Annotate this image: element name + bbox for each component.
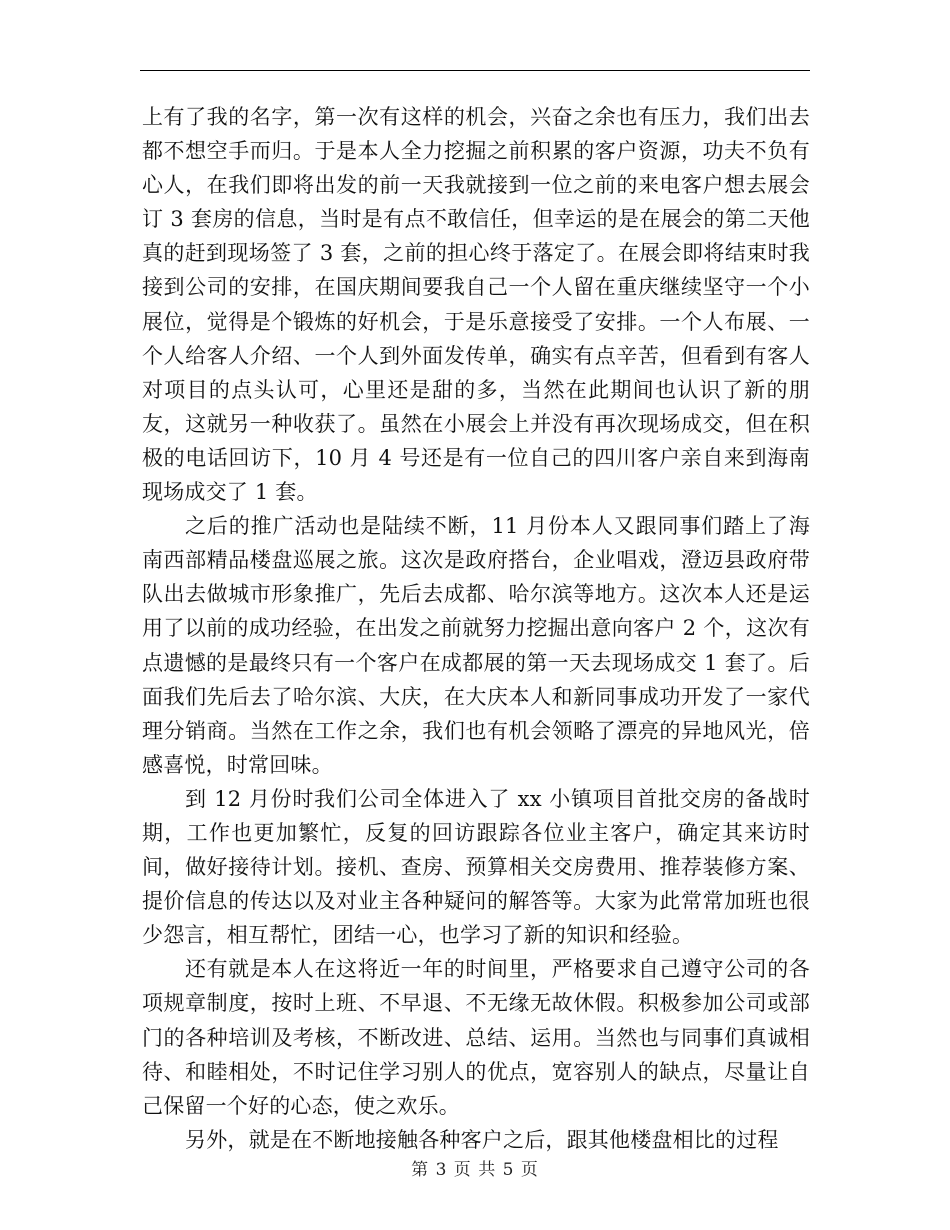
document-body — [142, 100, 810, 1157]
paragraph-5: 另外，就是在不断地接触各种客户之后，跟其他楼盘相比的过程 — [185, 1127, 779, 1152]
paragraph-2: 之后的推广活动也是陆续不断，11 月份本人又跟同事们踏上了海南西部精品楼盘巡展之旅。这次是政府搭台，企业唱戏，澄迈县政府带队出去做城市形象推广，先后去成都、哈尔滨等地方。这次本人还是运用了以前的成功经验，在出发之前就努力挖掘出意向客户 2 个，这次有点遗憾的是最终只有一个客户在成都展的第一天去现场成交 1 套了。后面我们先后去了哈尔滨、大庆，在大庆本人和新同事成功开发了一家代理分销商。当然在工作之余，我们也有机会领略了漂亮的异地风光，倍感喜悦，时常回味。 — [142, 514, 810, 777]
paragraph-1: 上有了我的名字，第一次有这样的机会，兴奋之余也有压力，我们出去都不想空手而归。于是本人全力挖掘之前积累的客户资源，功夫不负有心人，在我们即将出发的前一天我就接到一位之前的来电客户想去展会订 3 套房的信息，当时是有点不敢信任，但幸运的是在展会的第二天他真的赶到现场签了 3 套，之前的担心终于落定了。在展会即将结束时我接到公司的安排，在国庆期间要我自己一个人留在重庆继续坚守一个小展位，觉得是个锻炼的好机会，于是乐意接受了安排。一个人布展、一个人给客人介绍、一个人到外面发传单，确实有点辛苦，但看到有客人对项目的点头认可，心里还是甜的多，当然在此期间也认识了新的朋友，这就另一种收获了。虽然在小展会上并没有再次现场成交，但在积极的电话回访下，10 月 4 号还是有一位自己的四川客户亲自来到海南现场成交了 1 套。 — [142, 105, 810, 505]
paragraph-4: 还有就是本人在这将近一年的时间里，严格要求自己遵守公司的各项规章制度，按时上班、不早退、不无缘无故休假。积极参加公司或部门的各种培训及考核，不断改进、总结、运用。当然也与同事们真诚相待、和睦相处，不时记住学习别人的优点，宽容别人的缺点，尽量让自己保留一个好的心态，使之欢乐。 — [142, 957, 810, 1118]
paragraph-3: 到 12 月份时我们公司全体进入了 xx 小镇项目首批交房的备战时期，工作也更加繁忙，反复的回访跟踪各位业主客户，确定其来访时间，做好接待计划。接机、查房、预算相关交房费用、推荐装修方案、提价信息的传达以及对业主各种疑问的解答等。大家为此常常加班也很少怨言，相互帮忙，团结一心，也学习了新的知识和经验。 — [142, 786, 810, 948]
page-number-footer: 第 3 页 共 5 页 — [411, 1160, 539, 1180]
header-rule — [140, 70, 810, 71]
